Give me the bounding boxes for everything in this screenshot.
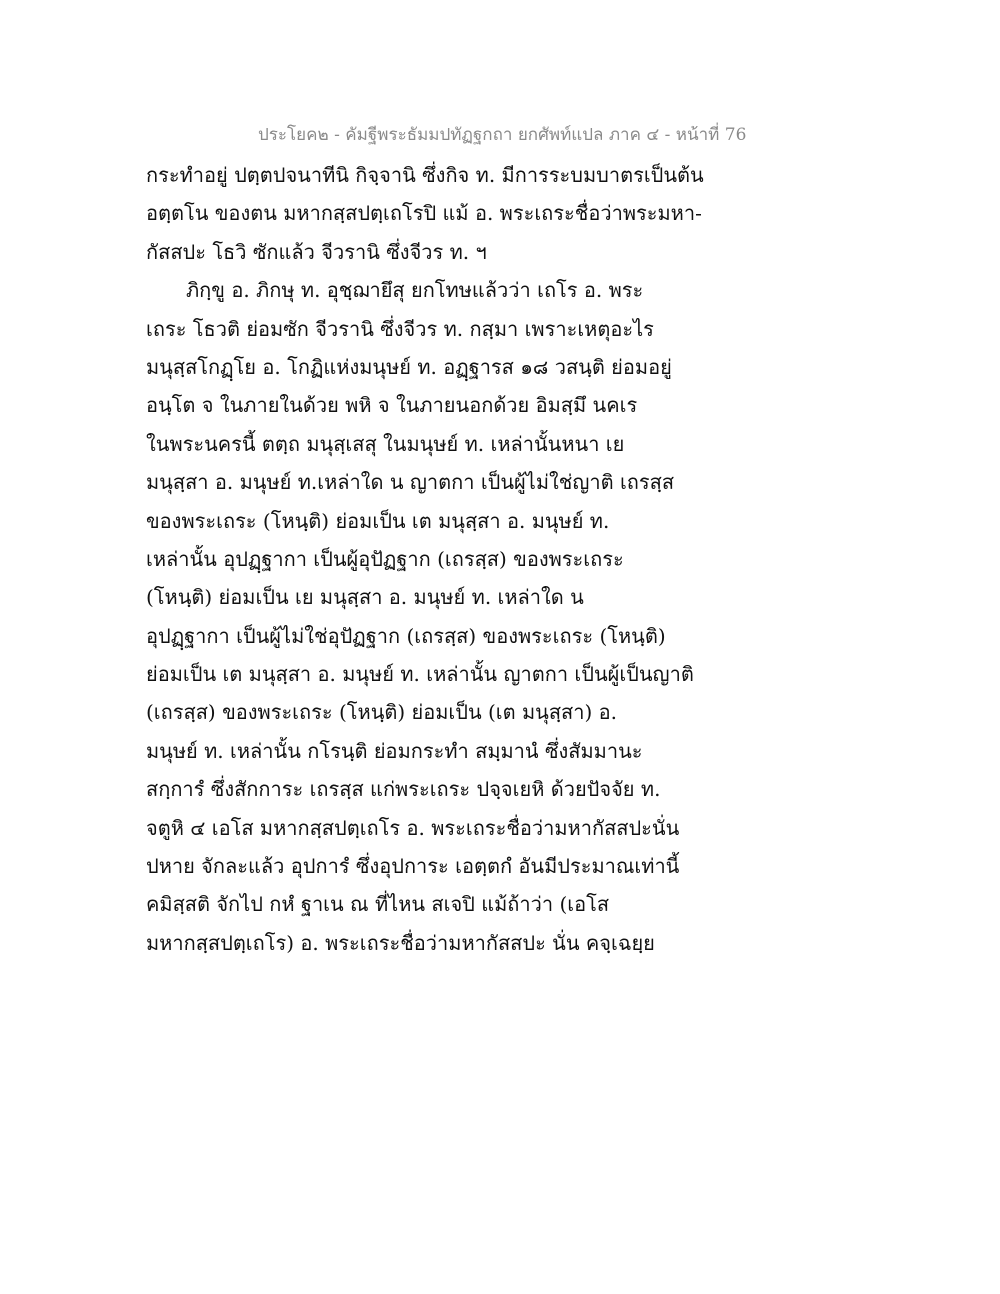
text-line: มนุสฺสโกฏฺโย อ. โกฏิแห่งมนุษย์ ท. อฏฺฐารส ๑๘ วสนฺติ ย่อมอยู่ [146, 354, 672, 379]
text-line: ปหาย จักละแล้ว อุปการํ ซึ่งอุปการะ เอตฺตกํ อันมีประมาณเท่านี้ [146, 854, 680, 879]
text-line: ย่อมเป็น เต มนุสฺสา อ. มนุษย์ ท. เหล่านั้น ญาตกา เป็นผู้เป็นญาติ [146, 662, 694, 687]
text-line: มนุสฺสา อ. มนุษย์ ท.เหล่าใด น ญาตกา เป็นผู้ไม่ใช่ญาติ เถรสฺส [146, 470, 675, 495]
body-text [146, 156, 706, 962]
text-line: (โหนฺติ) ย่อมเป็น เย มนุสฺสา อ. มนุษย์ ท. เหล่าใด น [146, 585, 584, 610]
text-line: สกฺการํ ซึ่งสักการะ เถรสฺส แก่พระเถระ ปจฺจเยหิ ด้วยปัจจัย ท. [146, 777, 661, 802]
text-line: คมิสฺสติ จักไป กหํ ฐาเน ณ ที่ไหน สเจปิ แม้ถ้าว่า (เอโส [146, 892, 610, 917]
text-line: อตฺตโน ของตน มหากสฺสปตฺเถโรปิ แม้ อ. พระเถระชื่อว่าพระมหา- [146, 201, 702, 226]
page-header: ประโยค๒ - คัมฐีพระธัมมปทัฏฐกถา ยกศัพท์แปล ภาค ๔ - หน้าที่ 76 [258, 125, 747, 145]
text-line: อนฺโต จ ในภายในด้วย พหิ จ ในภายนอกด้วย อิมสฺมึ นคเร [146, 393, 638, 418]
text-line: กัสสปะ โธวิ ซักแล้ว จีวรานิ ซึ่งจีวร ท. ฯ [146, 239, 487, 264]
text-line: อุปฏฺฐากา เป็นผู้ไม่ใช่อุปัฏฐาก (เถรสฺส) ของพระเถระ (โหนฺติ) [146, 623, 666, 648]
text-line: เหล่านั้น อุปฏฺฐากา เป็นผู้อุปัฏฐาก (เถรสฺส) ของพระเถระ [146, 546, 624, 571]
paragraph-start-line: ภิกฺขู อ. ภิกษุ ท. อุชฺฌายึสุ ยกโทษแล้วว่า เถโร อ. พระ [186, 278, 644, 303]
text-line: กระทำอยู่ ปตฺตปจนาทีนิ กิจฺจานิ ซึ่งกิจ ท. มีการระบมบาตรเป็นต้น [146, 163, 704, 187]
text-line: มนุษย์ ท. เหล่านั้น กโรนฺติ ย่อมกระทำ สมฺมานํ ซึ่งสัมมานะ [146, 738, 643, 763]
text-line: ในพระนครนี้ ตตฺถ มนุสฺเสสุ ในมนุษย์ ท. เหล่านั้นหนา เย [146, 431, 625, 456]
text-line: (เถรสฺส) ของพระเถระ (โหนฺติ) ย่อมเป็น (เต มนุสฺสา) อ. [146, 700, 618, 725]
text-line: ของพระเถระ (โหนฺติ) ย่อมเป็น เต มนุสฺสา อ. มนุษย์ ท. [146, 508, 610, 533]
text-line: เถระ โธวติ ย่อมซัก จีวรานิ ซึ่งจีวร ท. กสฺมา เพราะเหตุอะไร [146, 316, 654, 341]
text-line: มหากสฺสปตฺเถโร) อ. พระเถระชื่อว่ามหากัสสปะ นั่น คจฺเฉยฺย [146, 930, 655, 955]
text-line: จตูหิ ๔ เอโส มหากสฺสปตฺเถโร อ. พระเถระชื่อว่ามหากัสสปะนั่น [146, 815, 680, 840]
